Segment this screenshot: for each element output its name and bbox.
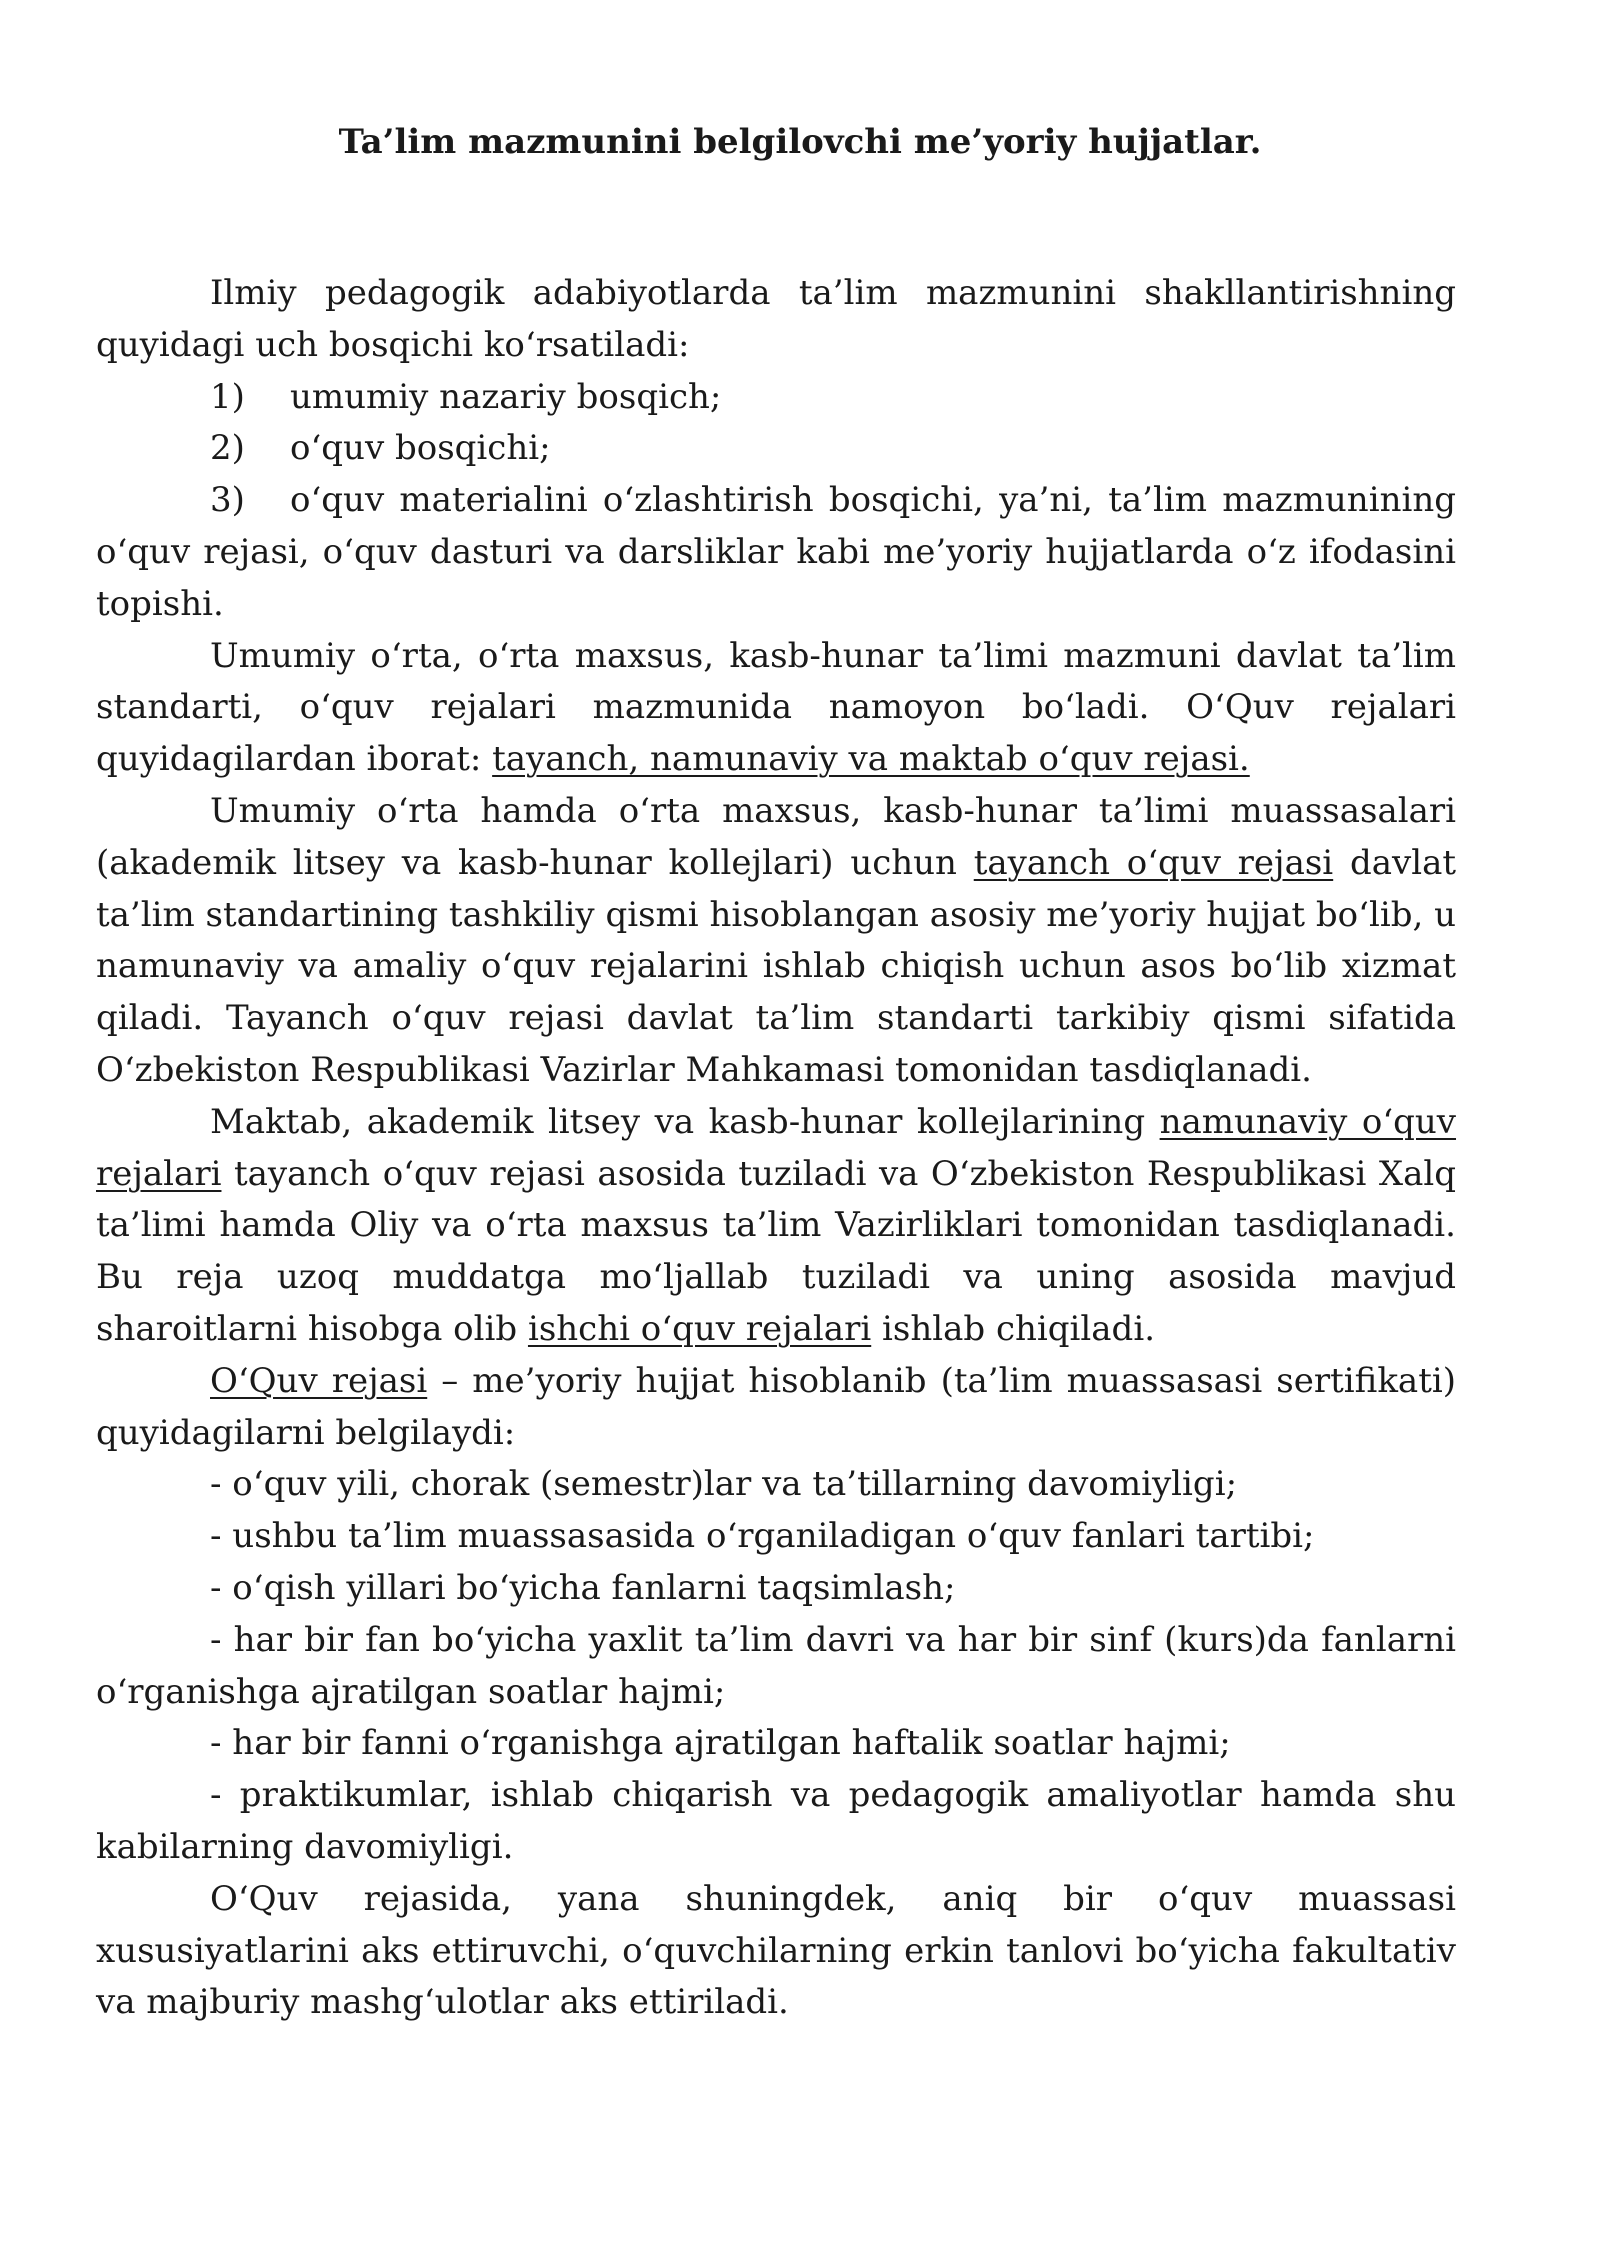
- document-title: Ta’lim mazmunini belgilovchi me’yoriy hujjatlar.: [338, 122, 1262, 162]
- bullet-item: - ushbu ta’lim muassasasida o‘rganiladigan o‘quv fanlari tartibi;: [210, 1516, 1315, 1557]
- underlined-term: tayanch, namunaviy va maktab o‘quv rejasi.: [492, 739, 1250, 780]
- stage-text: o‘quv bosqichi;: [290, 428, 551, 469]
- stage-item: [96, 475, 1456, 630]
- bullet-item: - o‘qish yillari bo‘yicha fanlarni taqsimlash;: [210, 1567, 956, 1608]
- paragraph-text: Umumiy o‘rta hamda o‘rta maxsus, kasb-hunar ta’limi muassasalari (akademik litsey va kasb-hunar kollejlari) uchun: [96, 790, 1456, 883]
- stage-text: umumiy nazariy bosqich;: [290, 376, 722, 417]
- paragraph-curriculum-definition: [96, 1356, 1456, 1460]
- stage-number: 1): [210, 376, 245, 417]
- paragraph-text: davlat ta’lim standartining tashkiliy qismi hisoblangan asosiy me’yoriy hujjat bo‘lib, u namunaviy va amaliy o‘quv rejalarini ishlab chiqish uchun asos bo‘lib xizmat qiladi. Tayanch o‘quv rejasi davlat ta’lim standarti tarkibiy qismi sifatida O‘zbekiston Respublikasi Vazirlar Mahkamasi tomonidan tasdiqlanadi.: [96, 842, 1457, 1090]
- stage-number: 3): [210, 480, 245, 521]
- underlined-term: O‘Quv rejasi: [210, 1360, 428, 1401]
- closing-paragraph: O‘Quv rejasida, yana shuningdek, aniq bir o‘quv muassasi xususiyatlarini aks ettiruvchi, o‘quvchilarning erkin tanlovi bo‘yicha fakultativ va majburiy mashg‘ulotlar aks ettiriladi.: [96, 1878, 1456, 2023]
- paragraph-text: ishlab chiqiladi.: [871, 1308, 1156, 1349]
- paragraph-base-curriculum: [96, 786, 1456, 1097]
- paragraph-text: tayanch o‘quv rejasi asosida tuziladi va O‘zbekiston Respublikasi Xalq ta’limi hamda Oliy va o‘rta maxsus ta’lim Vazirliklari tomonidan tasdiqlanadi. Bu reja uzoq muddatga mo‘ljallab tuziladi va uning asosida mavjud sharoitlarni hisobga olib: [96, 1153, 1456, 1349]
- underlined-term: namunaviy o‘quv rejalari: [96, 1101, 1457, 1194]
- underlined-term: ishchi o‘quv rejalari: [527, 1308, 872, 1349]
- paragraph-text: Maktab, akademik litsey va kasb-hunar kollejlarining: [210, 1101, 1160, 1142]
- bullet-item: - praktikumlar, ishlab chiqarish va pedagogik amaliyotlar hamda shu kabilarning davomiyligi.: [96, 1775, 1456, 1867]
- stage-number: 2): [210, 428, 245, 469]
- document-body: [96, 268, 1456, 2029]
- bullet-item: - har bir fanni o‘rganishga ajratilgan haftalik soatlar hajmi;: [210, 1723, 1231, 1764]
- bullet-item: - har bir fan bo‘yicha yaxlit ta’lim davri va har bir sinf (kurs)da fanlarni o‘rganishga ajratilgan soatlar hajmi;: [96, 1619, 1456, 1712]
- stage-item: [96, 423, 1456, 475]
- stage-item: [96, 372, 1456, 424]
- bullet-item: - o‘quv yili, chorak (semestr)lar va ta’tillarning davomiyligi;: [210, 1464, 1238, 1505]
- paragraph-text: – me’yoriy hujjat hisoblanib (ta’lim muassasasi sertifikati) quyidagilarni belgilaydi:: [96, 1360, 1456, 1453]
- paragraph-model-curriculum: [96, 1097, 1456, 1356]
- stage-text: o‘quv materialini o‘zlashtirish bosqichi, ya’ni, ta’lim mazmunining o‘quv rejasi, o‘quv dasturi va darsliklar kabi me’yoriy hujjatlarda o‘z ifodasini topishi.: [96, 480, 1456, 624]
- underlined-term: tayanch o‘quv rejasi: [973, 842, 1334, 883]
- paragraph-text: Umumiy o‘rta, o‘rta maxsus, kasb-hunar ta’limi mazmuni davlat ta’lim standarti, o‘quv rejalari mazmunida namoyon bo‘ladi. O‘Quv rejalari quyidagilardan iborat:: [96, 635, 1456, 780]
- intro-paragraph: Ilmiy pedagogik adabiyotlarda ta’lim mazmunini shakllantirishning quyidagi uch bosqichi ko‘rsatiladi:: [96, 273, 1456, 365]
- paragraph-curricula-types: [96, 631, 1456, 786]
